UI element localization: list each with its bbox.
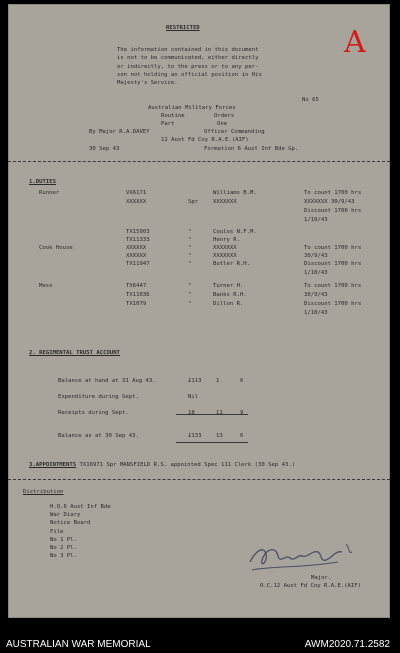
amount-pounds: 18 [188,410,195,416]
formation: Formation 6 Aust Inf Bde Gp. [204,146,299,152]
soldier-name: Dillon R. [213,301,244,307]
service-number: TX11036 [126,292,150,298]
amount-shillings: 11 [216,410,223,416]
soldier-name: Williams B.M. [213,190,257,196]
soldier-name: Coulos N.F.M. [213,229,257,235]
amount-pence: 9 [240,410,244,416]
distribution-item: File [50,528,64,535]
account-label: Balance as at 30 Sep 43. [58,433,139,439]
soldier-name: Banks R.H. [213,292,247,298]
appointments-text: TX16971 Spr MANSFIELD R.S. appointed Spec 111 Clerk (30 Sep 43.) [79,462,296,468]
duty-period: Discount 1700 hrs [304,301,362,307]
section-appointments [29,463,295,469]
section-divider-2 [8,479,390,480]
unit-name: 12 Aust Fd Coy R.A.E.(AIF) [161,137,249,143]
handwritten-letter-mark: A [344,25,366,60]
duty-period: Discount 1700 hrs [304,261,362,267]
soldier-name: XXXXXXX [213,253,237,259]
document-sheet [8,4,390,618]
warning-line: or indirectly, to the press or to any per- [117,63,259,70]
distribution-item: H.Q.6 Aust Inf Bde [50,504,111,510]
duty-period: Discount 1700 hrs [304,208,362,214]
account-label: Balance at hand at 31 Aug 43. [58,378,156,384]
heading-one: One [217,121,228,127]
rank: Spr [188,199,199,205]
issued-by: By Major R.A.DAVEY [89,129,150,135]
service-number: XXXXXX [126,245,147,251]
amount-pounds: Nil [188,394,199,400]
service-number: TX11333 [126,237,150,243]
signature-rank: Major. [311,575,332,581]
handwritten-signature [242,532,362,578]
rank: " [188,301,192,307]
rank: " [188,229,192,235]
soldier-name: Turner H. [213,283,244,289]
sum-line-bottom [176,442,248,443]
footer-accession: AWM2020.71.2582 [304,639,390,650]
security-classification: RESTRICTED [166,25,200,31]
service-number: XXXXXX [126,253,147,259]
distribution-item: War Diary [50,512,81,519]
section-duties-title: 1.DUTIES [29,179,56,185]
duty-period: 1/10/43 [304,310,328,316]
heading-routine: Routine [161,113,185,119]
warning-line: The information contained in this document [117,47,259,53]
amount-shillings: 1 [216,378,220,384]
section-divider [8,161,390,162]
duty-period: 1/10/43 [304,270,328,276]
distribution-item: No 2 Pl. [50,545,77,551]
service-number: VX6171 [126,190,147,196]
duty-name: Cook House [39,245,73,251]
account-label: Expenditure during Sept. [58,394,139,400]
officer-commanding: Officer Commanding [204,129,265,135]
duty-period: To count 1700 hrs [304,245,362,251]
distribution-title: Distribution [23,489,64,495]
rank: " [188,261,192,267]
duty-period: 1/10/43 [304,217,328,223]
warning-line: is not to be communicated, either directly [117,55,259,62]
duty-period: To count 1700 hrs [304,283,362,289]
distribution-item: No 3 Pl. [50,553,77,560]
duty-period: XXXXXXX 30/9/43 [304,199,355,205]
rank: " [188,283,192,289]
heading-orders: Orders [214,113,235,119]
service-number: XXXXXX [126,199,147,205]
service-number: TX15003 [126,229,150,235]
rank: " [188,245,192,251]
amount-pence: 6 [240,378,244,384]
sum-line-top [176,414,248,415]
soldier-name: Butler R.H. [213,261,251,267]
soldier-name: XXXXXXX [213,245,237,251]
rank: " [188,253,192,259]
order-date: 30 Sep 43 [89,146,120,152]
heading-part: Part [161,121,175,127]
signature-unit: O.C.12 Aust Fd Coy R.A.E.(AIF) [260,583,362,589]
duty-period: To count 1700 hrs [304,190,362,196]
duty-period: 30/9/43 [304,292,328,298]
account-label: Receipts during Sept. [58,410,129,416]
duty-name: Mess [39,283,53,289]
soldier-name: XXXXXXX [213,199,237,205]
service-number: TX11947 [126,261,150,267]
order-number: No 65 [302,97,319,103]
rank: " [188,292,192,298]
heading-line-1: Australian Military Forces [148,105,236,111]
distribution-item: No 1 Pl. [50,536,77,543]
service-number: TX6447 [126,283,147,289]
service-number: TX1079 [126,301,147,307]
amount-pounds: £113 [188,378,202,384]
appointments-title: 3.APPOINTMENTS [29,462,77,468]
duty-name: Runner [39,190,60,196]
section-trust-title: 2. REGIMENTAL TRUST ACCOUNT [29,350,120,356]
footer-source: AUSTRALIAN WAR MEMORIAL [6,639,151,650]
amount-pounds: £133 [188,433,202,439]
distribution-item: Notice Board [50,520,91,527]
warning-line: son not holding an official position in His [117,71,262,78]
amount-pence: 6 [240,433,244,439]
soldier-name: Henry R. [213,237,240,243]
amount-shillings: 13 [216,433,223,439]
rank: " [188,237,192,243]
warning-line: Majesty's Service. [117,80,178,87]
duty-period: 30/9/43 [304,253,328,259]
